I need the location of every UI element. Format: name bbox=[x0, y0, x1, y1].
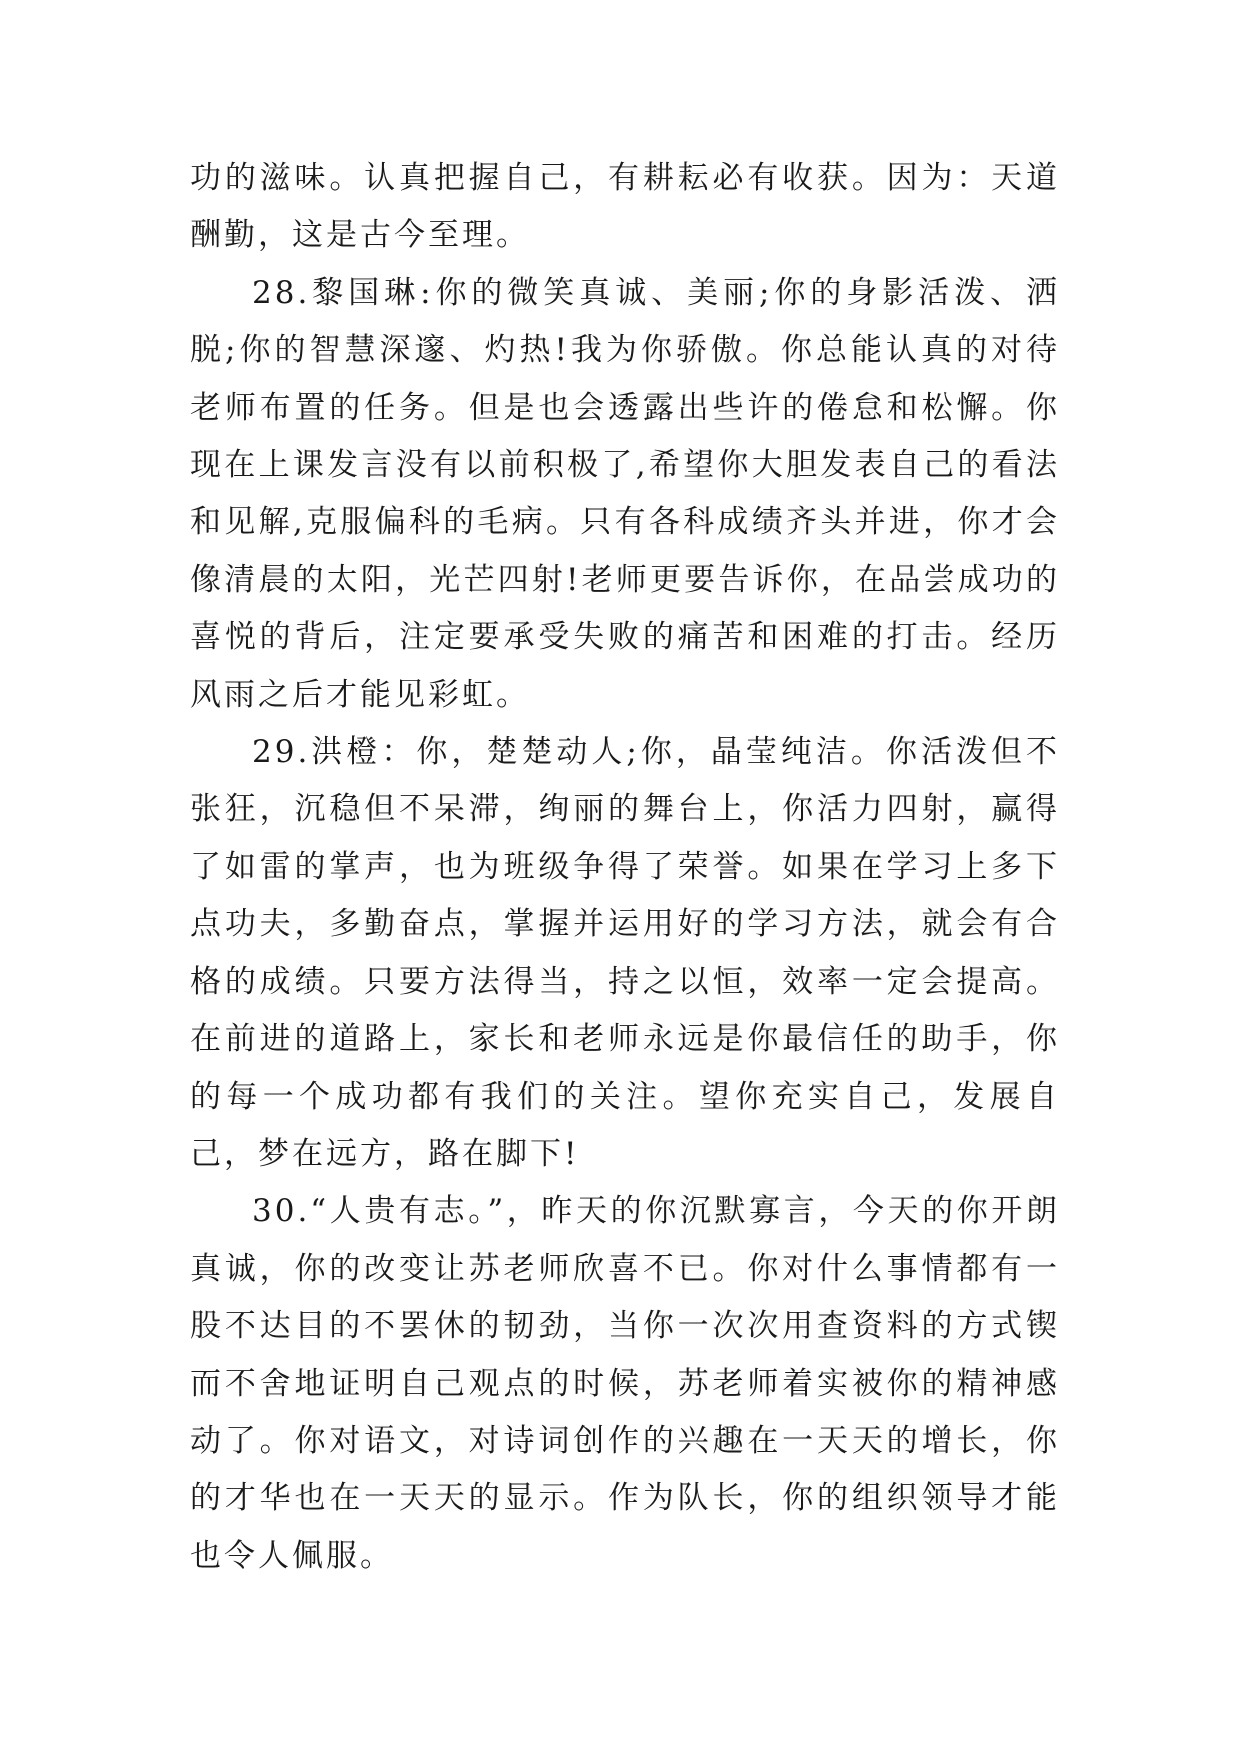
paragraph-comment-30: 30.“人贵有志。”，昨天的你沉默寡言，今天的你开朗真诚，你的改变让苏老师欣喜不已。你对什么事情都有一股不达目的不罢休的韧劲，当你一次次用查资料的方式锲而不舍地证明自己观点的时候，苏老师着实被你的精神感动了。你对语文，对诗词创作的兴趣在一天天的增长，你的才华也在一天天的显示。作为队长，你的组织领导才能也令人佩服。 bbox=[190, 1193, 1060, 1574]
paragraph-continuation: 功的滋味。认真把握自己，有耕耘必有收获。因为：天道酬勤，这是古今至理。 bbox=[190, 160, 1060, 254]
paragraph-comment-28: 28.黎国琳:你的微笑真诚、美丽;你的身影活泼、洒脱;你的智慧深邃、灼热!我为你骄傲。你总能认真的对待老师布置的任务。但是也会透露出些许的倦怠和松懈。你现在上课发言没有以前积极了,希望你大胆发表自己的看法和见解,克服偏科的毛病。只有各科成绩齐头并进，你才会像清晨的太阳，光芒四射!老师更要告诉你，在品尝成功的喜悦的背后，注定要承受失败的痛苦和困难的打击。经历风雨之后才能见彩虹。 bbox=[190, 274, 1060, 713]
paragraph-comment-29: 29.洪橙：你，楚楚动人;你，晶莹纯洁。你活泼但不张狂，沉稳但不呆滞，绚丽的舞台上，你活力四射，赢得了如雷的掌声，也为班级争得了荣誉。如果在学习上多下点功夫，多勤奋点，掌握并运用好的学习方法，就会有合格的成绩。只要方法得当，持之以恒，效率一定会提高。在前进的道路上，家长和老师永远是你最信任的助手，你的每一个成功都有我们的关注。望你充实自己，发展自己，梦在远方，路在脚下! bbox=[190, 734, 1060, 1172]
body-text bbox=[190, 150, 1060, 1585]
